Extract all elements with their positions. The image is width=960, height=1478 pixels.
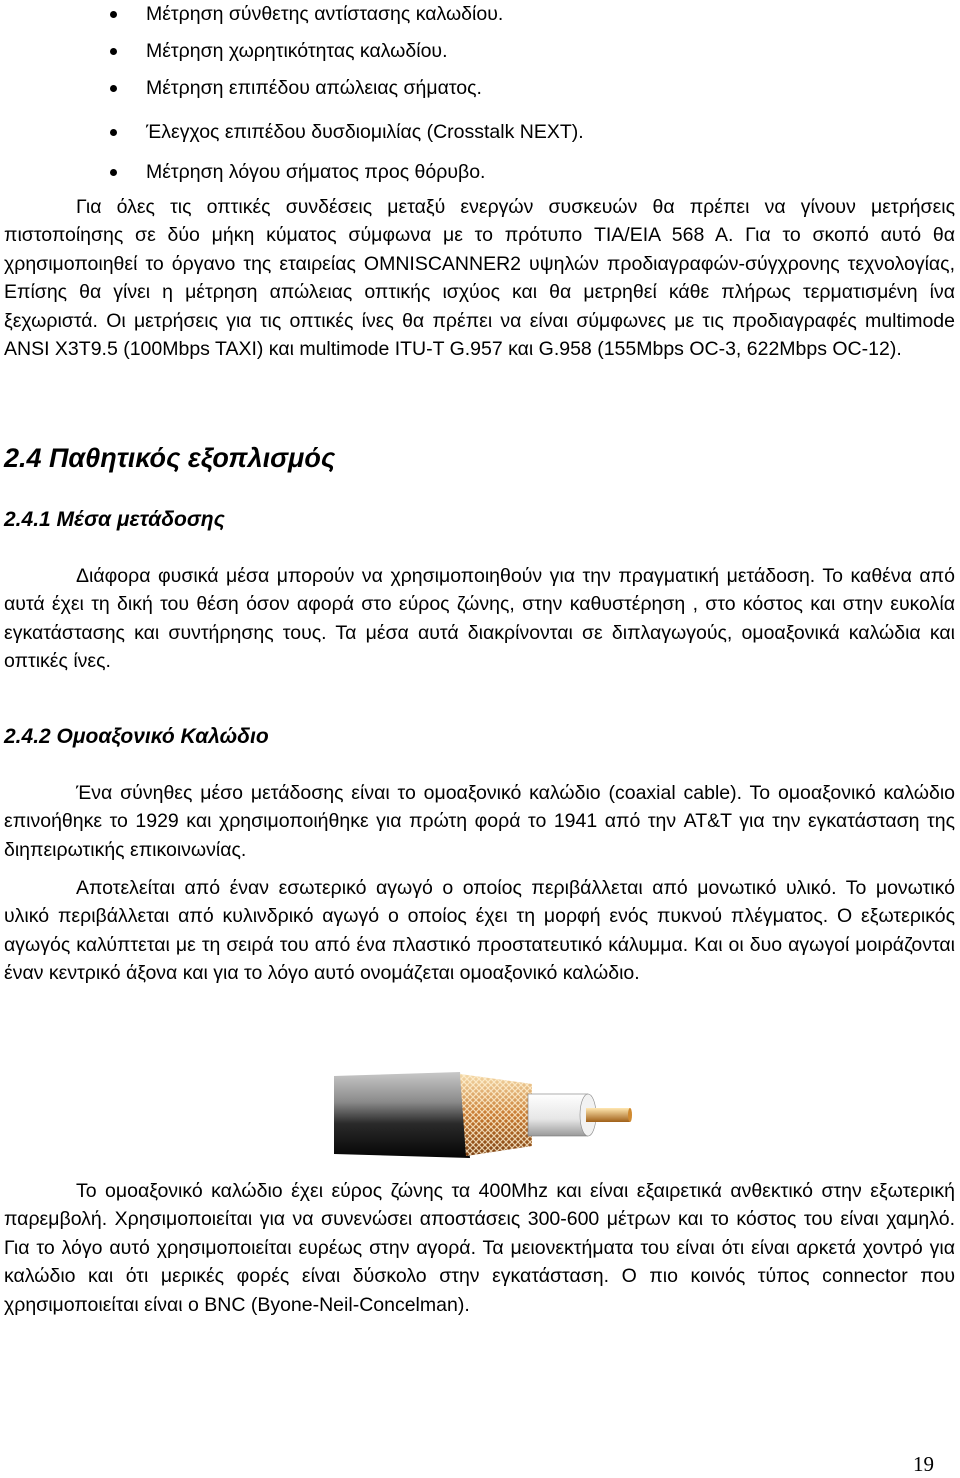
section-heading-2-4-1: 2.4.1 Μέσα μετάδοσης xyxy=(4,508,225,531)
list-item-text: Μέτρηση χωρητικότητας καλωδίου. xyxy=(146,40,448,62)
section-heading-2-4-2: 2.4.2 Ομοαξονικό Καλώδιο xyxy=(4,725,269,748)
bullet-icon xyxy=(110,48,117,55)
list-item-text: Έλεγχος επιπέδου δυσδιομιλίας (Crosstalk NEXT). xyxy=(146,121,584,143)
bullet-icon xyxy=(110,11,117,18)
paragraph-coax-structure: Αποτελείται από έναν εσωτερικό αγωγό ο οποίος περιβάλλεται από μονωτικό υλικό. Το μονωτικό υλικό περιβάλλεται από κυλινδρικό αγωγό ο οποίος έχει τη μορφή ενός πυκνού πλέγματος. Ο εξωτερικός αγωγός καλύπτεται με τη σειρά του από ένα πλαστικό προστατευτικό κάλυμμα. Και οι δυο αγωγοί μοιράζονται έναν κεντρικό άξονα και για το λόγο αυτό ονομάζεται ομοαξονικό καλώδιο. xyxy=(4,877,955,985)
coaxial-cable-image xyxy=(332,1070,632,1160)
paragraph-optical-testing: Για όλες τις οπτικές συνδέσεις μεταξύ ενεργών συσκευών θα πρέπει να γίνουν μετρήσεις πιστοποίησης σε δύο μήκη κύματος σύμφωνα με το πρότυπο TIA/EIA 568 A. Για το σκοπό αυτό θα χρησιμοποιηθεί το όργανο της εταιρείας OMNISCANNER2 υψηλών προδιαγραφών-σύγχρονης τεχνολογίας, Επίσης θα γίνει η μέτρηση απώλειας οπτικής ισχύος και θα μετρηθεί κάθε πλήρως τερματισμένη ίνα ξεχωριστά. Οι μετρήσεις για τις οπτικές ίνες θα πρέπει να είναι σύμφωνες με τις προδιαγραφές multimode ANSI X3T9.5 (100Mbps TAXI) και multimode ITU-T G.957 και G.958 (155Mbps OC-3, 622Mbps OC-12). xyxy=(4,196,955,361)
paragraph-transmission-media: Διάφορα φυσικά μέσα μπορούν να χρησιμοποιηθούν για την πραγματική μετάδοση. Το καθένα από αυτά έχει τη δική του θέση όσον αφορά στο εύρος ζώνης, στην καθυστέρηση , στο κόστος και στην ευκολία εγκατάστασης και συντήρησης τους. Τα μέσα αυτά διακρίνονται σε διπλαγωγούς, ομοαξονικά καλώδια και οπτικές ίνες. xyxy=(4,565,955,673)
bullet-icon xyxy=(110,85,117,92)
page-number: 19 xyxy=(913,1452,934,1476)
paragraph-coax-history: Ένα σύνηθες μέσο μετάδοσης είναι το ομοαξονικό καλώδιο (coaxial cable). Το ομοαξονικό καλώδιο επινοήθηκε το 1929 και χρησιμοποιήθηκε για πρώτη φορά το 1941 από την AT&T για την εγκατάσταση της διηπειρωτικής επικοινωνίας. xyxy=(4,782,955,861)
list-item-text: Μέτρηση σύνθετης αντίστασης καλωδίου. xyxy=(146,3,504,25)
list-item-text: Μέτρηση λόγου σήματος προς θόρυβο. xyxy=(146,161,486,183)
bullet-icon xyxy=(110,169,117,176)
section-heading-2-4: 2.4 Παθητικός εξοπλισμός xyxy=(4,443,336,473)
paragraph-coax-characteristics: Το ομοαξονικό καλώδιο έχει εύρος ζώνης τα 400Mhz και είναι εξαιρετικά ανθεκτικό στην εξωτερική παρεμβολή. Χρησιμοποιείται για να συνενώσει αποστάσεις 300-600 μέτρων και το κόστος του είναι χαμηλό. Για το λόγο αυτό χρησιμοποιείται ευρέως στην αγορά. Τα μειονεκτήματα του είναι ότι είναι αρκετά χοντρό για καλώδιο και ότι μερικές φορές είναι δύσκολο στην εγκατάσταση. Ο πιο κοινός τύπος connector που χρησιμοποιείται είναι ο BNC (Byone-Neil-Concelman). xyxy=(4,1180,955,1316)
list-item-text: Μέτρηση επιπέδου απώλειας σήματος. xyxy=(146,77,482,99)
bullet-icon xyxy=(110,129,117,136)
